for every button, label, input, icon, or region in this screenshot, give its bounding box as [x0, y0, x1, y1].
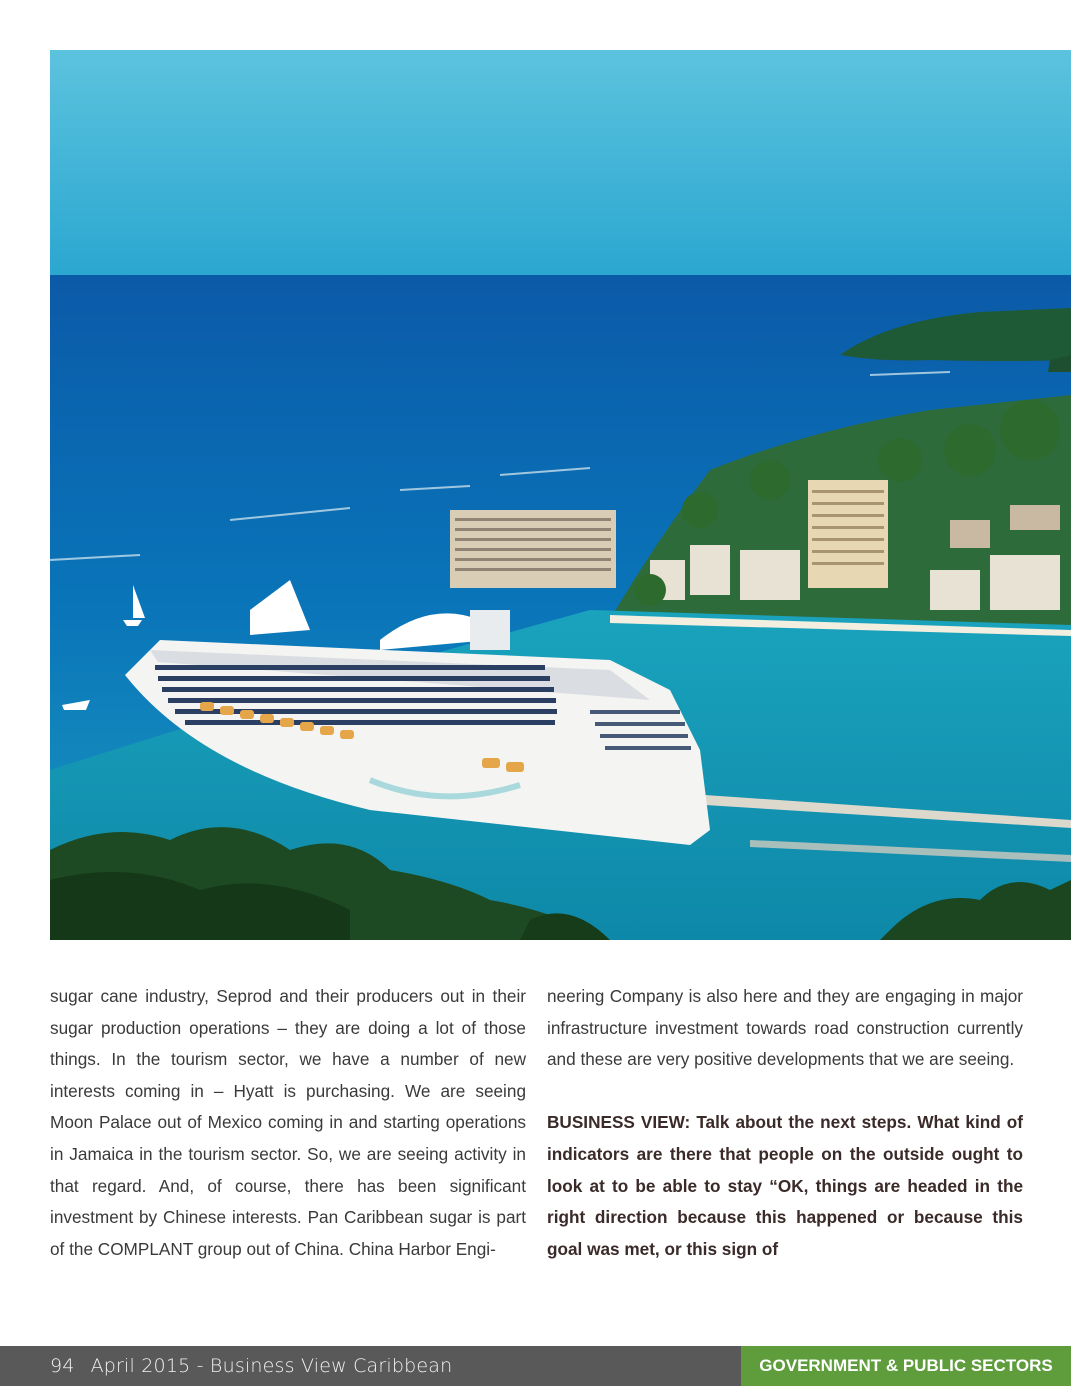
section-label: GOVERNMENT & PUBLIC SECTORS	[741, 1346, 1071, 1386]
page-footer	[0, 1346, 1071, 1386]
issue-label: April 2015 - Business View Caribbean	[90, 1355, 453, 1377]
article-body	[50, 981, 1023, 1301]
footer-info	[50, 1346, 452, 1386]
interview-question: BUSINESS VIEW: Talk about the next steps. What kind of indicators are there that people on the outside ought to look at to be able to stay “OK, things are headed in the right direction because this happened or because this goal was met, or this sign of	[547, 1112, 1023, 1259]
article-paragraph: sugar cane industry, Seprod and their producers out in their sugar production operations – they are doing a lot of those things. In the tourism sector, we have a number of new interests coming in – Hyatt is purchasing. We are seeing Moon Palace out of Mexico coming in and starting operations in Jamaica in the tourism sector. So, we are seeing activity in that regard. And, of course, there has been significant investment by Chinese interests. Pan Caribbean sugar is part of the COMPLANT group out of China. China Harbor Engi-	[50, 986, 526, 1259]
article-paragraph: neering Company is also here and they are engaging in major infrastructure investment towards road construction currently and these are very positive developments that we are seeing.	[547, 986, 1023, 1070]
article-column-left	[50, 981, 526, 1265]
cruise-ship-harbor-photo-icon	[50, 50, 1071, 940]
page-number: 94	[50, 1355, 75, 1377]
paragraph-spacer	[547, 1076, 1023, 1108]
cruise-ship-photo	[50, 50, 1071, 940]
article-column-right	[547, 981, 1023, 1265]
